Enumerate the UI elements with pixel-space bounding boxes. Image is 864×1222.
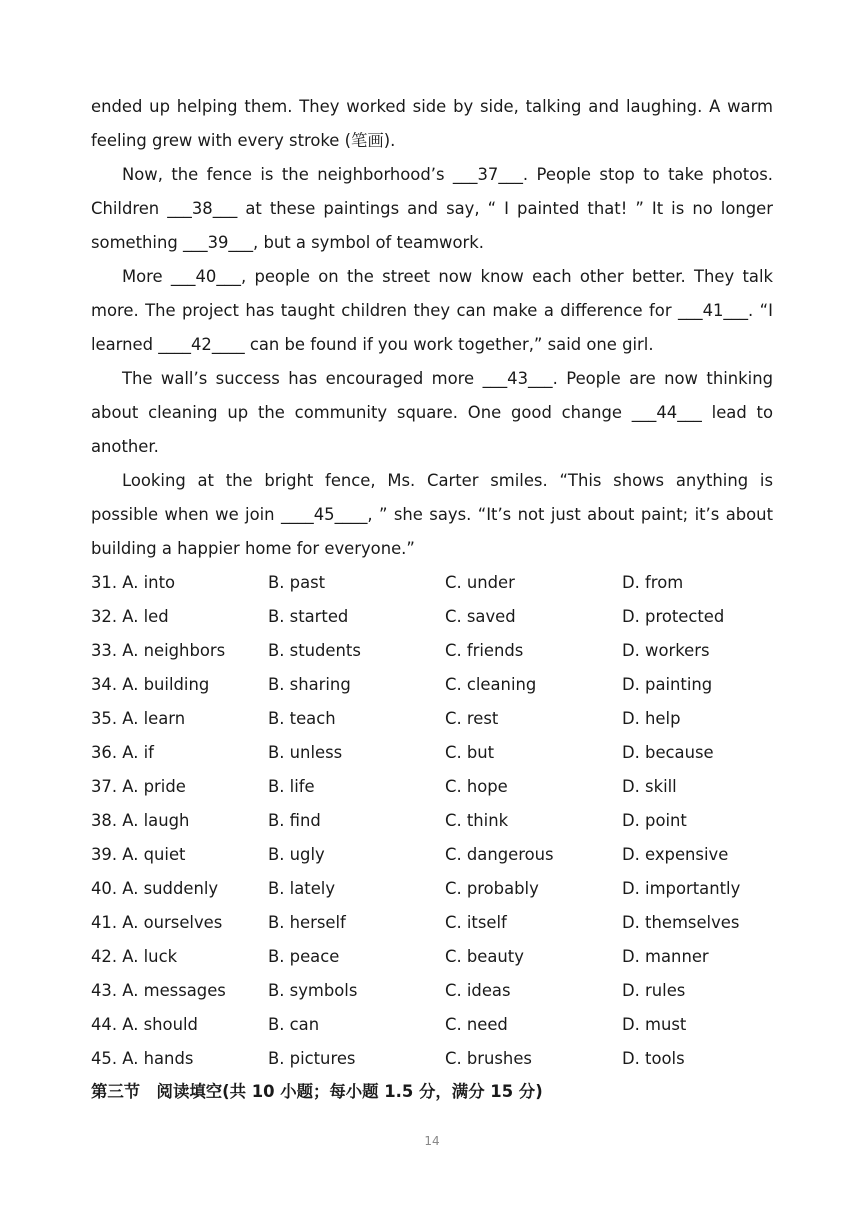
option-c: C. think (445, 811, 509, 830)
option-a: 44. A. should (91, 1015, 198, 1034)
option-c: C. friends (445, 641, 524, 660)
option-a: 34. A. building (91, 675, 210, 694)
option-b: B. ugly (268, 845, 325, 864)
option-a: 43. A. messages (91, 981, 226, 1000)
option-c: C. beauty (445, 947, 524, 966)
option-d: D. importantly (622, 879, 741, 898)
option-a: 45. A. hands (91, 1049, 194, 1068)
section-heading: 第三节 阅读填空(共 10 小题；每小题 1.5 分，满分 15 分) (91, 1082, 543, 1101)
option-a: 39. A. quiet (91, 845, 186, 864)
option-b: B. past (268, 573, 326, 592)
question-row (91, 566, 791, 600)
option-a: 37. A. pride (91, 777, 186, 796)
passage-paragraph-3: More ___40___, people on the street now know each other better. They talk more. The project has taught children they can make a difference for ___41___. “I learned ____42____ can be found if you work together,” said one girl. (91, 267, 773, 354)
option-d: D. help (622, 709, 681, 728)
option-d: D. painting (622, 675, 713, 694)
option-c: C. but (445, 743, 495, 762)
passage-paragraph-4: The wallʼs success has encouraged more ___43___. People are now thinking about cleaning up the community square. One good change ___44___ lead to another. (91, 369, 773, 456)
option-a: 41. A. ourselves (91, 913, 223, 932)
question-row (91, 906, 791, 940)
option-b: B. symbols (268, 981, 358, 1000)
option-c: C. rest (445, 709, 499, 728)
option-d: D. rules (622, 981, 686, 1000)
question-row (91, 702, 791, 736)
page-number: 14 (424, 1134, 440, 1148)
question-row (91, 668, 791, 702)
option-b: B. teach (268, 709, 336, 728)
passage-paragraph-1: ended up helping them. They worked side by side, talking and laughing. A warm feeling grew with every stroke (笔画). (91, 97, 773, 150)
option-d: D. manner (622, 947, 709, 966)
question-row (91, 736, 791, 770)
passage-paragraph-5: Looking at the bright fence, Ms. Carter smiles. “This shows anything is possible when we join ____45____, ” she says. “Itʼs not just about paint; itʼs about building a happier home for everyone.” (91, 471, 773, 558)
option-d: D. from (622, 573, 684, 592)
option-c: C. itself (445, 913, 507, 932)
answer-options-list (91, 566, 791, 1076)
option-a: 36. A. if (91, 743, 154, 762)
option-c: C. ideas (445, 981, 511, 1000)
option-b: B. unless (268, 743, 343, 762)
option-c: C. dangerous (445, 845, 554, 864)
question-row (91, 770, 791, 804)
option-a: 35. A. learn (91, 709, 186, 728)
option-b: B. lately (268, 879, 336, 898)
passage-paragraph-2: Now, the fence is the neighborhoodʼs ___37___. People stop to take photos. Children ___38___ at these paintings and say, “ I painted that! ” It is no longer something ___39___, but a symbol of teamwork. (91, 165, 773, 252)
option-b: B. started (268, 607, 349, 626)
option-a: 33. A. neighbors (91, 641, 226, 660)
option-c: C. need (445, 1015, 508, 1034)
option-c: C. hope (445, 777, 508, 796)
option-d: D. must (622, 1015, 687, 1034)
option-b: B. students (268, 641, 361, 660)
option-d: D. tools (622, 1049, 685, 1068)
option-c: C. under (445, 573, 515, 592)
question-row (91, 872, 791, 906)
question-row (91, 804, 791, 838)
question-row (91, 838, 791, 872)
option-c: C. brushes (445, 1049, 532, 1068)
option-b: B. pictures (268, 1049, 356, 1068)
option-b: B. sharing (268, 675, 351, 694)
question-row (91, 940, 791, 974)
option-d: D. because (622, 743, 714, 762)
option-d: D. protected (622, 607, 725, 626)
option-c: C. probably (445, 879, 539, 898)
option-d: D. skill (622, 777, 677, 796)
option-a: 32. A. led (91, 607, 169, 626)
option-b: B. can (268, 1015, 320, 1034)
option-a: 42. A. luck (91, 947, 178, 966)
option-b: B. herself (268, 913, 346, 932)
option-a: 38. A. laugh (91, 811, 190, 830)
option-a: 40. A. suddenly (91, 879, 219, 898)
option-d: D. point (622, 811, 687, 830)
question-row (91, 1008, 791, 1042)
option-d: D. workers (622, 641, 710, 660)
question-row (91, 1042, 791, 1076)
option-c: C. cleaning (445, 675, 537, 694)
option-b: B. find (268, 811, 321, 830)
option-a: 31. A. into (91, 573, 176, 592)
option-b: B. life (268, 777, 315, 796)
question-row (91, 600, 791, 634)
option-d: D. expensive (622, 845, 729, 864)
option-c: C. saved (445, 607, 516, 626)
option-b: B. peace (268, 947, 340, 966)
question-row (91, 634, 791, 668)
option-d: D. themselves (622, 913, 740, 932)
question-row (91, 974, 791, 1008)
